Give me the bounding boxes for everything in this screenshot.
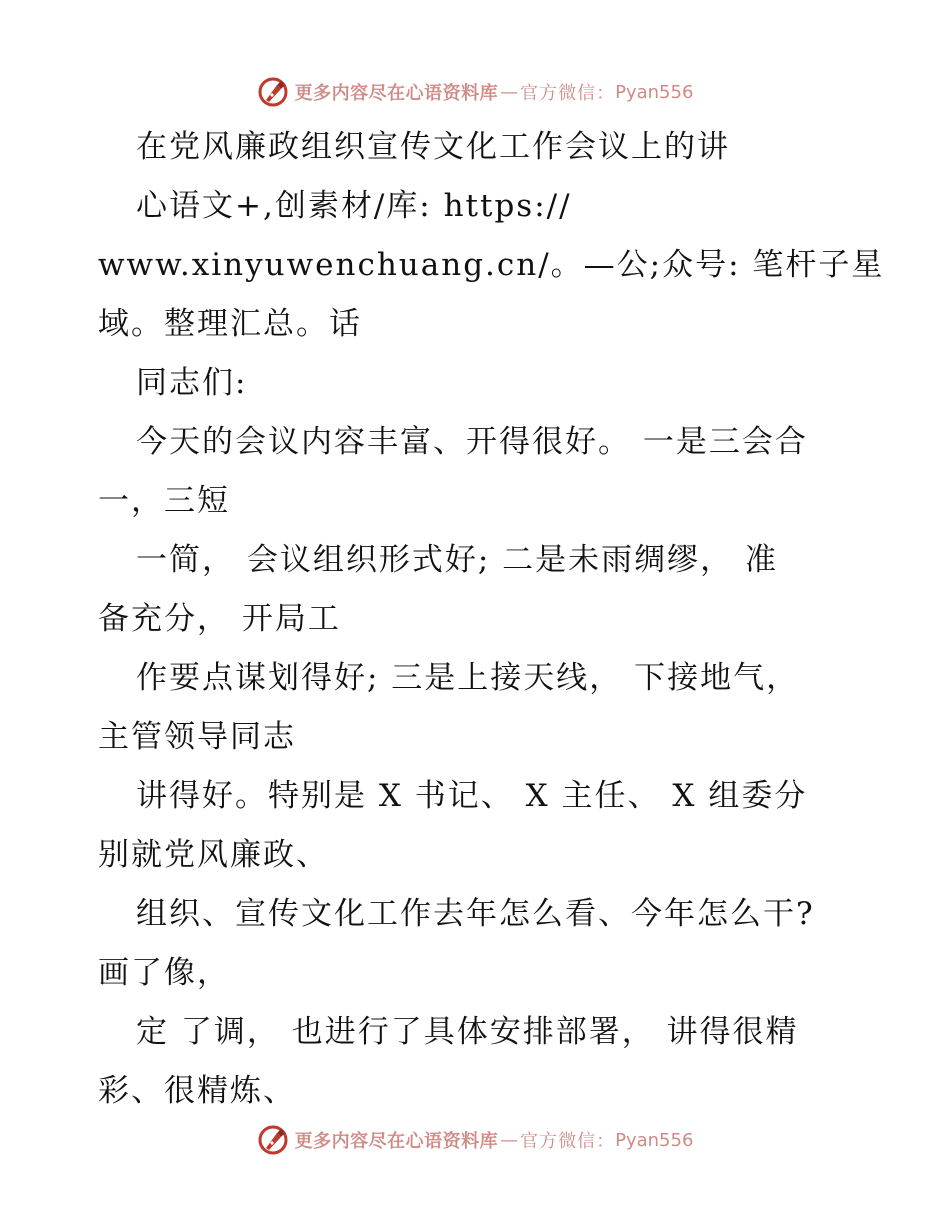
paragraph-line: 在党风廉政组织宣传文化工作会议上的讲	[136, 129, 730, 165]
paragraph-line: 一，三短	[98, 483, 230, 519]
paragraph-line: 备充分， 开局工	[98, 601, 341, 637]
paragraph-line: 今天的会议内容丰富、开得很好。 一是三会合	[136, 424, 808, 460]
paragraph-line: 主管领导同志	[98, 719, 296, 755]
paragraph-line: 讲得好。特别是 X 书记、 X 主任、 X 组委分	[136, 778, 808, 814]
header-subtitle: 官方微信：	[520, 83, 616, 104]
paragraph-line: 定 了调， 也进行了具体安排部署， 讲得很精	[136, 1014, 799, 1050]
footer-brand: 更多内容尽在心语资料库	[294, 1131, 499, 1152]
pen-nib-logo-icon	[257, 76, 289, 108]
footer-account: Pyan556	[615, 1129, 694, 1151]
paragraph-line: 别就党风廉政、	[98, 837, 329, 873]
header-brand: 更多内容尽在心语资料库	[294, 83, 499, 104]
document-body	[98, 118, 885, 1121]
paragraph-line: 同志们:	[136, 365, 248, 401]
paragraph-line: 心语文+,创素材/库: https://	[136, 188, 572, 224]
paragraph-line: 画了像，	[98, 955, 230, 991]
header-separator: —	[500, 81, 519, 103]
footer-subtitle: 官方微信：	[520, 1131, 616, 1152]
header-account: Pyan556	[615, 81, 694, 103]
paragraph-line: 组织、宣传文化工作去年怎么看、今年怎么干?	[136, 896, 815, 932]
footer-banner	[0, 1120, 950, 1160]
paragraph-line: 彩、很精炼、	[98, 1073, 296, 1109]
paragraph-line: 作要点谋划得好; 三是上接天线， 下接地气，	[136, 660, 800, 696]
paragraph-line: 域。整理汇总。话	[98, 306, 362, 342]
header-banner	[0, 72, 950, 112]
paragraph-line: www.xinyuwenchuang.cn/。—公;众号: 笔杆子星	[98, 247, 885, 283]
paragraph-line: 一简， 会议组织形式好; 二是未雨绸缪， 准	[136, 542, 779, 578]
pen-nib-logo-icon	[257, 1124, 289, 1156]
footer-separator: —	[500, 1129, 519, 1151]
